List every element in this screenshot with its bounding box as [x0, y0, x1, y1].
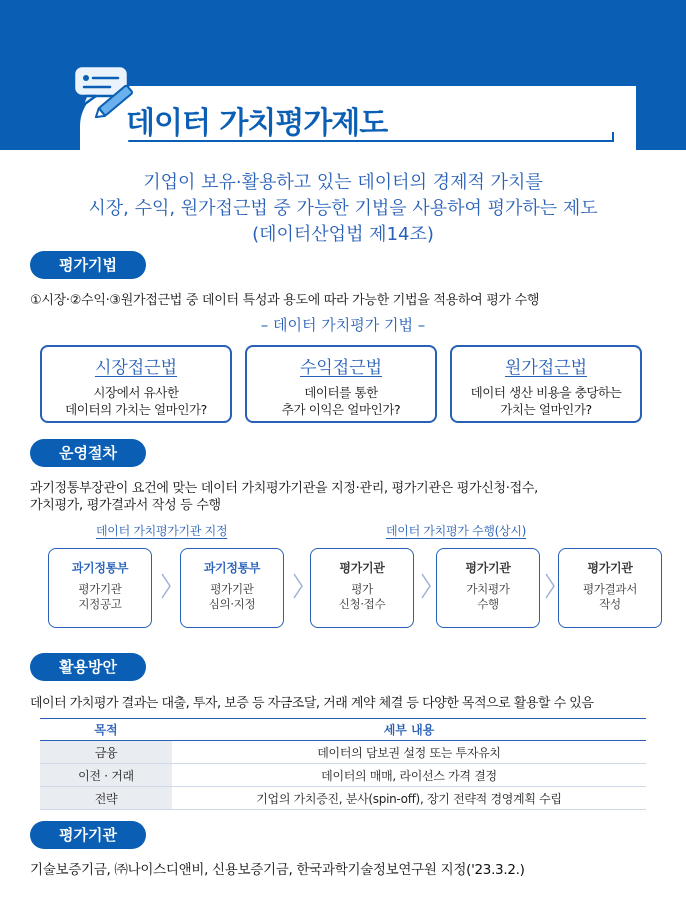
step-body-line-2: 신청·접수 [338, 597, 386, 611]
label-designation: 데이터 가치평가기관 지정 [96, 524, 228, 538]
section-pill-agencies: 평가기관 [30, 821, 146, 849]
step-title: 평가기관 [587, 561, 633, 575]
method-name: 원가접근법 [504, 358, 588, 378]
page-title: 데이터 가치평가제도 [126, 106, 388, 141]
purpose-cell: 전략 [40, 787, 172, 810]
table-header-row [40, 719, 646, 741]
intro-line-2: 시장, 수익, 원가접근법 중 가능한 기법을 사용하여 평가하는 제도 [88, 198, 598, 219]
method-box-cost [450, 345, 642, 423]
step-title: 과기정통부 [203, 561, 261, 575]
step-5 [558, 548, 662, 628]
method-name: 수익접근법 [299, 358, 383, 378]
table-row [40, 764, 646, 787]
intro-text [0, 170, 686, 248]
method-box-income [245, 345, 437, 423]
usage-description: 데이터 가치평가 결과는 대출, 투자, 보증 등 자금조달, 거래 계약 체결 등 다양한 목적으로 활용할 수 있음 [30, 696, 594, 711]
methods-subheading: – 데이터 가치평가 기법 – [260, 316, 426, 334]
column-header-details: 세부 내용 [172, 719, 646, 741]
purpose-cell: 금융 [40, 741, 172, 764]
step-title: 과기정통부 [71, 561, 129, 575]
step-body-line-2: 작성 [599, 597, 621, 611]
chevron-right-icon [292, 572, 304, 600]
intro-line-3: (데이터산업법 제14조) [252, 224, 434, 245]
step-body-line-1: 평가결과서 [582, 582, 638, 596]
table-row [40, 741, 646, 764]
column-header-purpose: 목적 [40, 719, 172, 741]
procedure-description-line-2: 가치평가, 평가결과서 작성 등 수행 [30, 498, 221, 513]
intro-line-1: 기업이 보유·활용하고 있는 데이터의 경제적 가치를 [143, 172, 543, 193]
step-1 [48, 548, 152, 628]
methods-description: ①시장·②수익·③원가접근법 중 데이터 특성과 용도에 따라 가능한 기법을 적용하여 평가 수행 [30, 293, 540, 308]
step-body-line-2: 지정공고 [78, 597, 122, 611]
details-cell: 데이터의 담보권 설정 또는 투자유치 [172, 741, 646, 764]
method-question-line-2: 데이터의 가치는 얼마인가? [65, 402, 207, 417]
method-question-line-1: 시장에서 유사한 [93, 385, 179, 400]
step-2 [180, 548, 284, 628]
details-cell: 기업의 가치증진, 분사(spin-off), 장기 전략적 경영계획 수립 [172, 787, 646, 810]
method-question-line-2: 가치는 얼마인가? [500, 402, 592, 417]
method-box-market [40, 345, 232, 423]
section-pill-methods: 평가기법 [30, 251, 146, 279]
step-body-line-2: 심의·지정 [208, 597, 256, 611]
label-evaluation: 데이터 가치평가 수행(상시) [386, 524, 527, 538]
section-pill-usage: 활용방안 [30, 653, 146, 681]
method-question-line-2: 추가 이익은 얼마인가? [281, 402, 401, 417]
step-title: 평가기관 [339, 561, 385, 575]
procedure-description-line-1: 과기정통부장관이 요건에 맞는 데이터 가치평가기관을 지정·관리, 평가기관은 평가신청·접수, [30, 481, 538, 496]
section-pill-procedure: 운영절차 [30, 439, 146, 467]
agencies-description: 기술보증기금, ㈜나이스디앤비, 신용보증기금, 한국과학기술정보연구원 지정('23.3.2.) [30, 862, 525, 878]
purpose-cell: 이전 · 거래 [40, 764, 172, 787]
details-cell: 데이터의 매매, 라이선스 가격 결정 [172, 764, 646, 787]
step-body-line-1: 평가기관 [210, 582, 254, 596]
table-row [40, 787, 646, 810]
step-title: 평가기관 [465, 561, 511, 575]
step-4 [436, 548, 540, 628]
method-question-line-1: 데이터를 통한 [304, 385, 378, 400]
step-body-line-1: 평가기관 [78, 582, 122, 596]
chevron-right-icon [160, 572, 172, 600]
step-3 [310, 548, 414, 628]
step-body-line-1: 가치평가 [466, 582, 510, 596]
step-body-line-2: 수행 [477, 597, 499, 611]
usage-table [40, 718, 646, 810]
chevron-right-icon [420, 572, 432, 600]
chevron-right-icon [544, 572, 556, 600]
method-question-line-1: 데이터 생산 비용을 충당하는 [470, 385, 622, 400]
method-name: 시장접근법 [94, 358, 178, 378]
step-body-line-1: 평가 [351, 582, 373, 596]
